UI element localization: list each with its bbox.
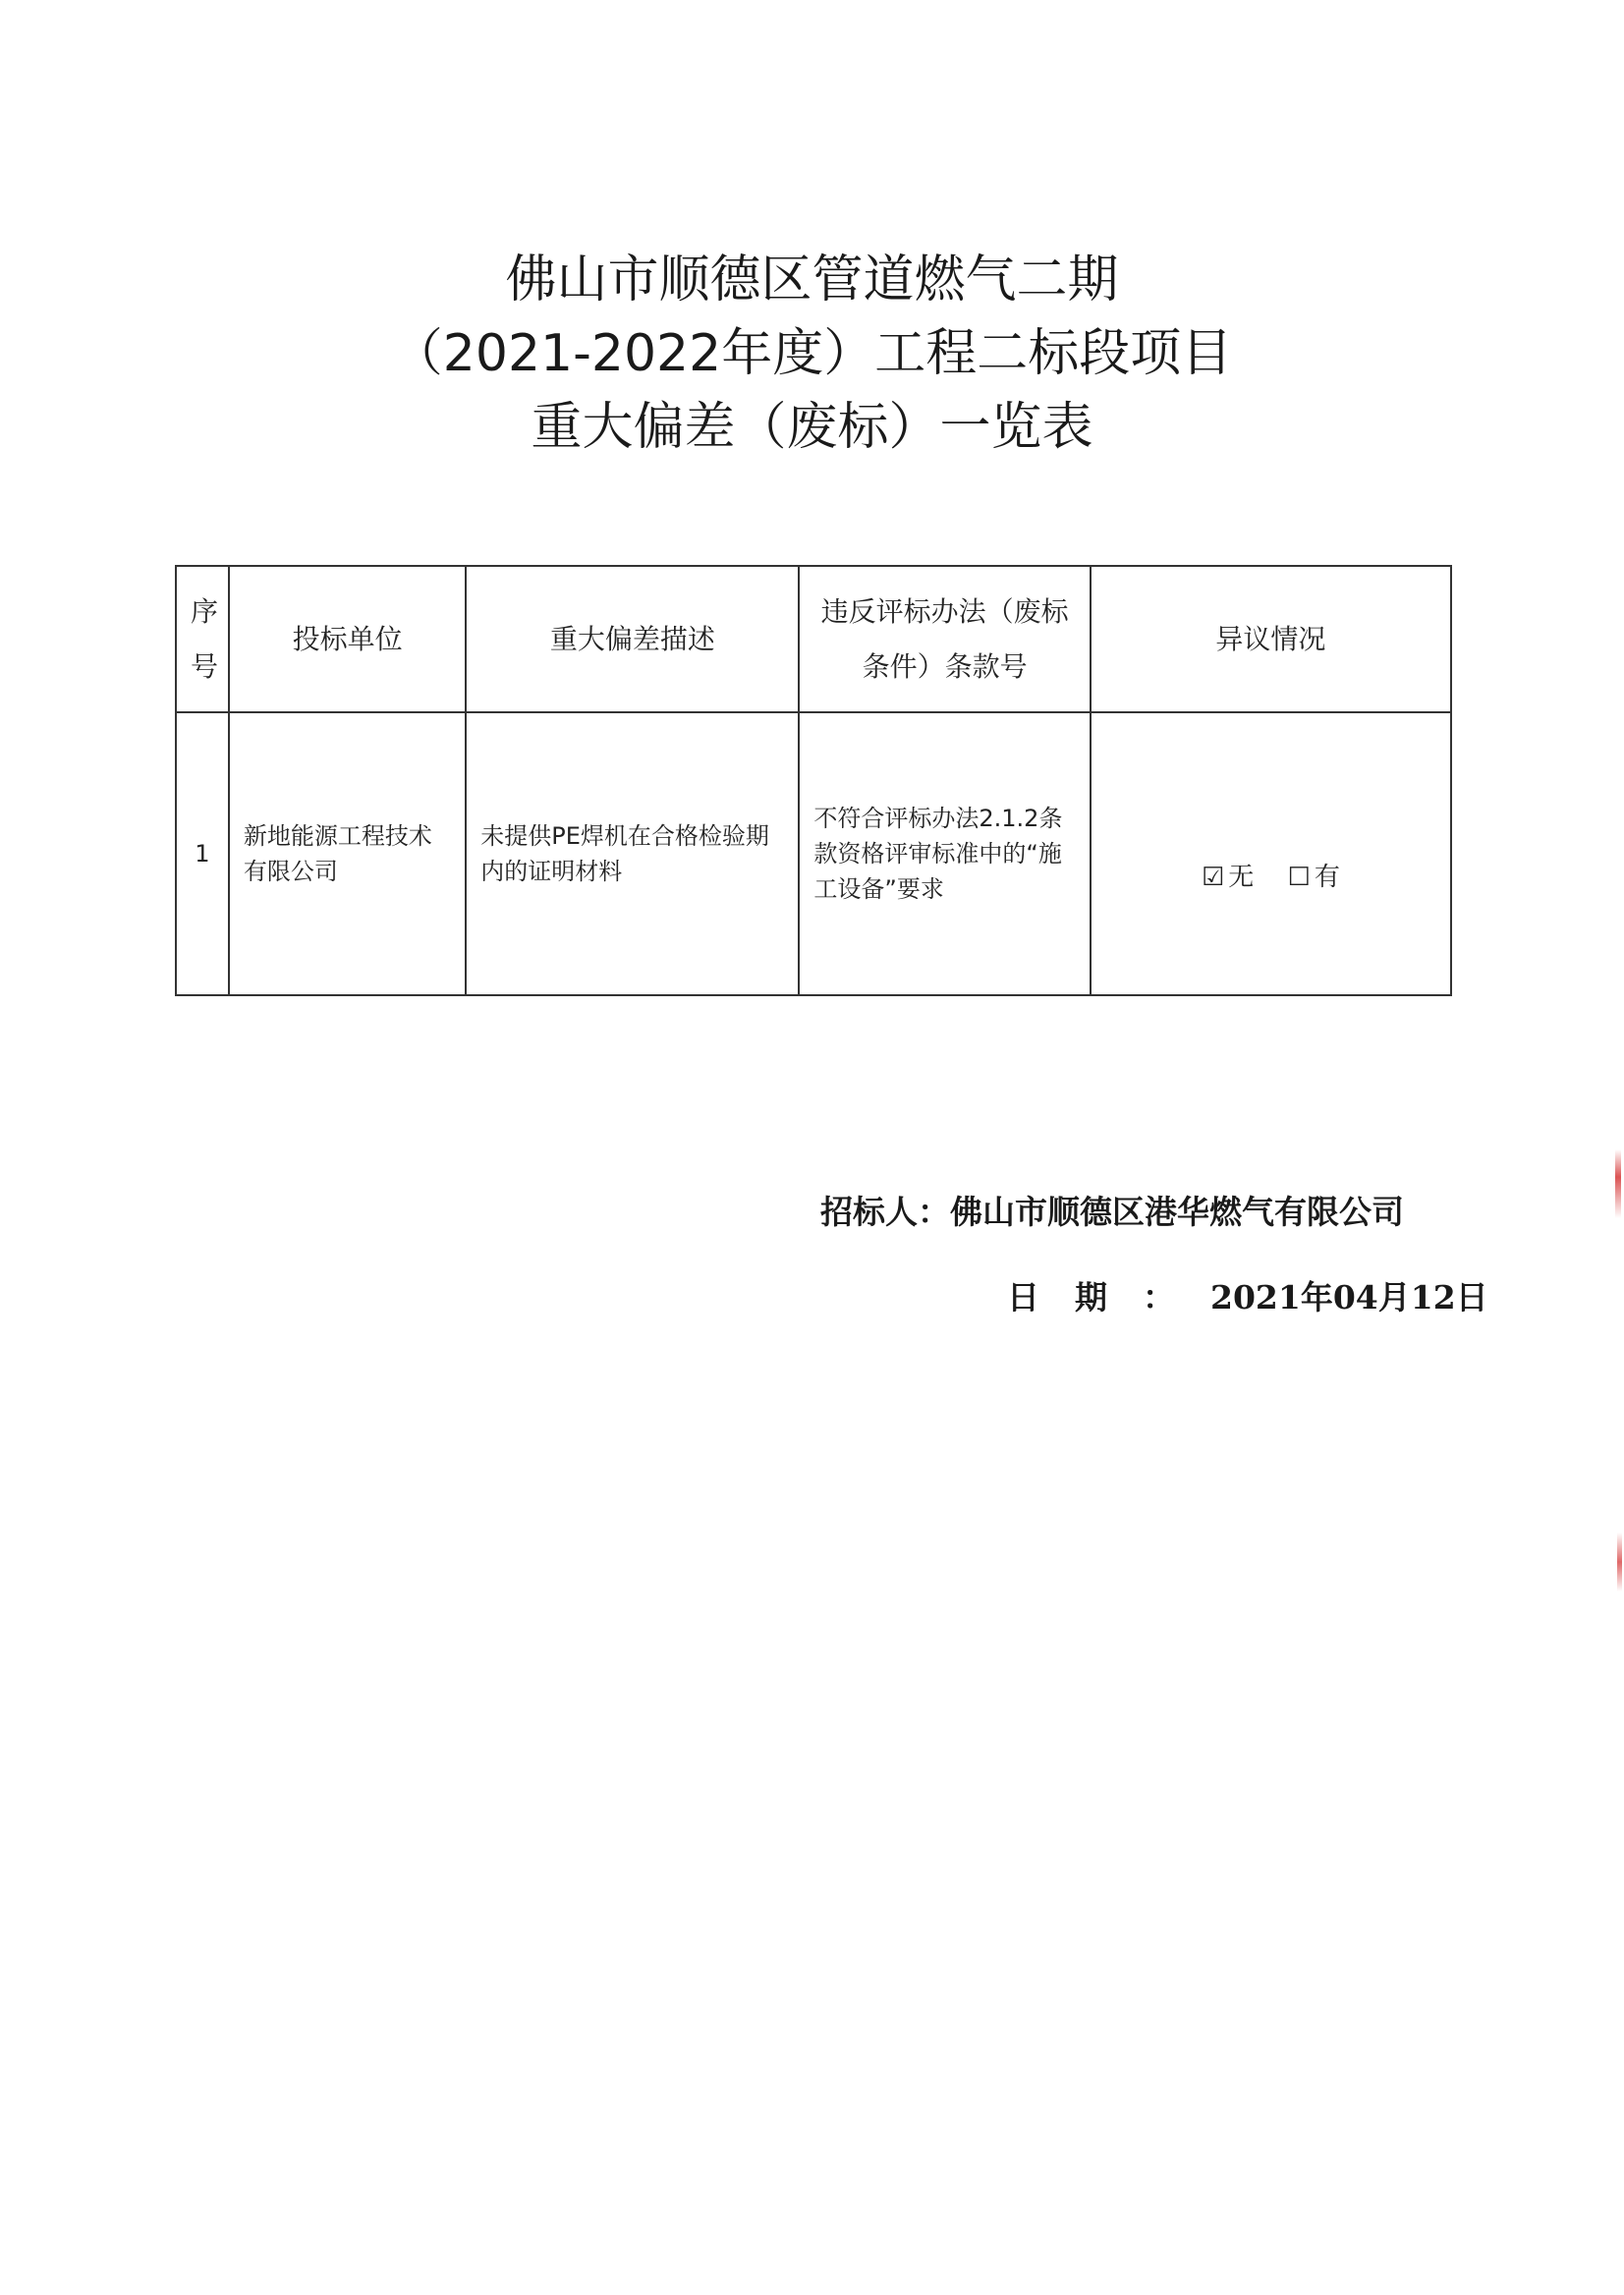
option-none — [1202, 863, 1262, 892]
date-line — [1007, 1272, 1488, 1318]
unit-text: 新地能源工程技术有限公司 — [243, 822, 432, 885]
seal-edge-mark — [1615, 1149, 1621, 1218]
title-line-3: 重大偏差（废标）一览表 — [531, 398, 1093, 457]
header-objection: 异议情况 — [1091, 566, 1451, 712]
header-clause: 违反评标办法（废标条件）条款号 — [799, 566, 1090, 712]
title-line-2: （2021-2022年度）工程二标段项目 — [391, 324, 1233, 383]
cell-objection — [1091, 712, 1451, 995]
document-title — [0, 244, 1624, 465]
cell-description — [466, 712, 799, 995]
header-no: 序号 — [176, 566, 229, 712]
unchecked-box-icon: ☐ — [1287, 863, 1311, 892]
date-label: 日期： — [1007, 1278, 1210, 1316]
tenderer-line — [820, 1187, 1404, 1233]
clause-text: 不符合评标办法2.1.2条款资格评审标准中的“施工设备”要求 — [813, 805, 1063, 903]
header-unit: 投标单位 — [229, 566, 466, 712]
option-none-label: 无 — [1228, 863, 1255, 892]
description-text: 未提供PE焊机在合格检验期内的证明材料 — [480, 822, 769, 885]
cell-unit — [229, 712, 466, 995]
option-yes — [1288, 863, 1340, 892]
tenderer-name: 佛山市顺德区港华燃气有限公司 — [950, 1193, 1404, 1231]
option-yes-label: 有 — [1314, 863, 1340, 892]
objection-options — [1105, 860, 1436, 895]
table-header-row — [176, 566, 1451, 712]
header-description: 重大偏差描述 — [466, 566, 799, 712]
cell-clause — [799, 712, 1090, 995]
table-row — [176, 712, 1451, 995]
title-line-1: 佛山市顺德区管道燃气二期 — [505, 251, 1119, 309]
date-value: 2021年04月12日 — [1210, 1278, 1488, 1316]
checked-box-icon: ☑ — [1201, 863, 1225, 892]
deviation-table — [175, 565, 1452, 996]
seal-edge-mark — [1617, 1533, 1622, 1592]
tenderer-label: 招标人： — [820, 1193, 950, 1231]
cell-no: 1 — [176, 712, 229, 995]
